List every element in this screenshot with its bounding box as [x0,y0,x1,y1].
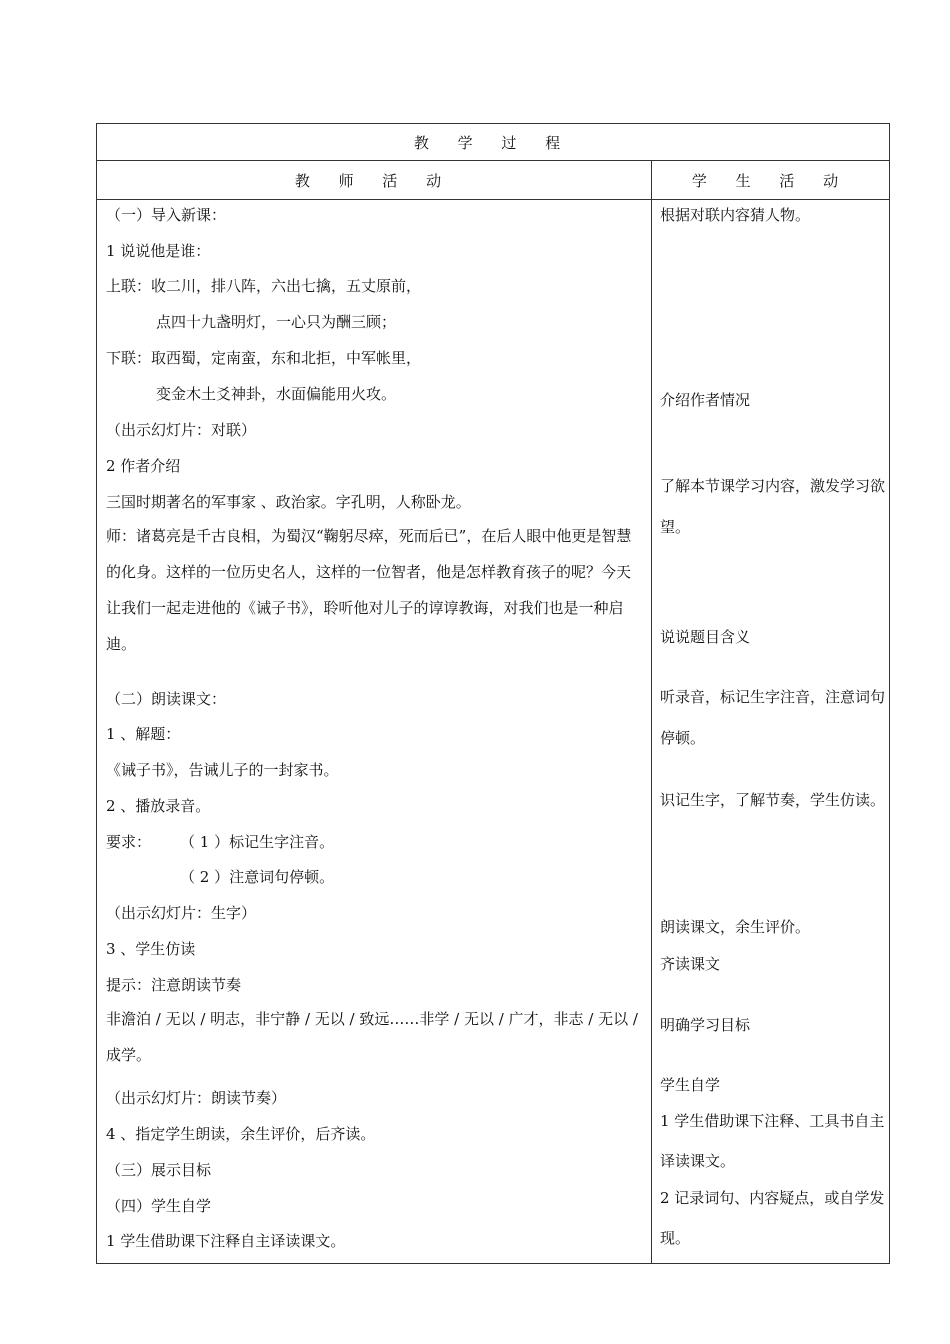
student-line: 说说题目含义 [660,628,751,646]
teacher-line: 1 、解题： [106,725,181,743]
student-line: 明确学习目标 [660,1016,751,1034]
student-line: 2 记录词句、内容疑点，或自学发现。 [660,1189,885,1247]
rhythm-paragraph: 非澹泊 / 无以 / 明志，非宁静 / 无以 / 致远……非学 / 无以 / 广才，非志 / 无以 / 成学。 [106,1010,638,1064]
section-goals-heading: （三）展示目标 [106,1161,212,1179]
teacher-line: 《诫子书》，告诫儿子的一封家书。 [106,761,339,779]
table-header-row [97,161,889,200]
student-activity-header: 学 生 活 动 [691,172,851,190]
student-line: 介绍作者情况 [660,391,751,409]
requirement-item: （ 1 ）标记生字注音。 [180,833,335,851]
teacher-line: 1 学生借助课下注释自主译读课文。 [106,1232,346,1250]
student-line: 识记生字，了解节奏，学生仿读。 [660,791,886,809]
teacher-activity-header: 教 师 活 动 [294,172,454,190]
requirement-item: （ 2 ）注意词句停顿。 [180,868,335,886]
couplet-second-line: 下联：取西蜀，定南蛮，东和北拒，中军帐里， [106,349,422,367]
teacher-line: 提示：注意朗读节奏 [106,976,242,994]
student-line: 了解本节课学习内容，激发学习欲望。 [660,477,886,536]
table-title: 教 学 过 程 [97,124,889,161]
student-line: 根据对联内容猜人物。 [660,206,811,224]
teacher-line: 3 、学生仿读 [106,940,196,958]
teacher-remarks-paragraph: 师：诸葛亮是千古良相，为蜀汉“鞠躬尽瘁，死而后已”，在后人眼中他更是智慧的化身。这样的一位历史名人，这样的一位智者，他是怎样教育孩子的呢？今天让我们一起走进他的《诫子书》，聆听他对儿子的谆谆教诲，对我们也是一种启迪。 [106,527,632,653]
student-line: 听录音，标记生字注音，注意词句停顿。 [660,688,886,747]
teacher-line: 1 说说他是谁： [106,242,211,260]
teacher-line: 2 、播放录音。 [106,797,211,815]
teacher-line: （出示幻灯片：生字） [106,904,257,922]
column-divider [651,161,652,1264]
couplet-first-line: 上联：收二川，排八阵，六出七擒，五丈原前， [106,277,422,295]
section-intro-heading: （一）导入新课： [106,206,227,224]
student-line: 齐读课文 [660,955,721,973]
couplet-first-line-cont: 点四十九盏明灯，一心只为酬三顾； [156,313,397,331]
author-intro-line: 三国时期著名的军事家 、政治家。字孔明，人称卧龙。 [106,493,471,511]
teacher-line: （出示幻灯片：对联） [106,421,257,439]
student-line: 朗读课文，余生评价。 [660,918,811,936]
teacher-line: 2 作者介绍 [106,457,181,475]
student-line: 学生自学 [660,1076,721,1094]
teacher-line: （出示幻灯片：朗读节奏） [106,1089,287,1107]
section-selfstudy-heading: （四）学生自学 [106,1197,212,1215]
section-reading-heading: （二）朗读课文： [106,690,227,708]
student-line: 1 学生借助课下注释、工具书自主译读课文。 [660,1112,885,1170]
teacher-line: 4 、指定学生朗读，余生评价，后齐读。 [106,1125,376,1143]
requirement-label: 要求： [106,833,152,851]
couplet-second-line-cont: 变金木土爻神卦，水面偏能用火攻。 [156,385,397,403]
